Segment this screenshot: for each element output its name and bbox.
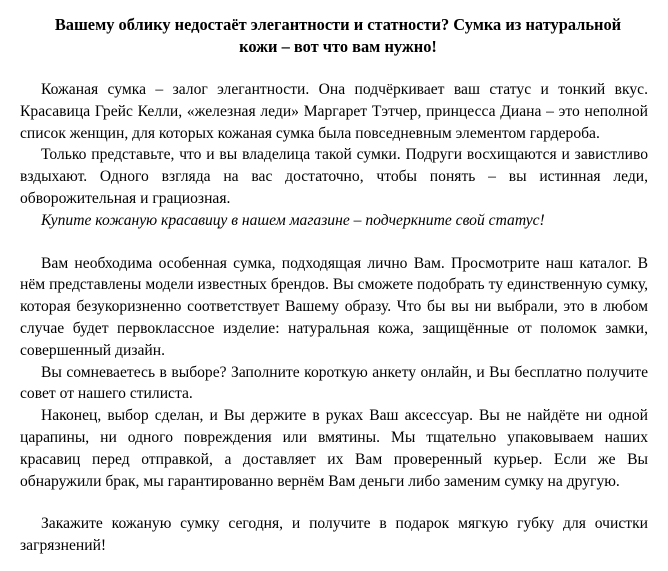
slogan: Купите кожаную красавицу в нашем магазине – подчеркните свой статус! [41,211,545,229]
document-title: Вашему облику недостаёт элегантности и статности? Сумка из натуральной кожи – вот что вам нужно! [54,15,622,56]
paragraph-order: Закажите кожаную сумку сегодня, и получите в подарок мягкую губку для очистки загрязнений! [20,515,648,555]
paragraph-stylist: Вы сомневаетесь в выборе? Заполните короткую анкету онлайн, и Вы бесплатно получите совет от нашего стилиста. [20,363,648,403]
paragraph-delivery: Наконец, выбор сделан, и Вы держите в руках Ваш аксессуар. Вы не найдёте ни одной царапины, ни одного повреждения или вмятины. Мы тщательно упаковываем наших красавиц перед отправкой, а доставляет их Вам проверенный курьер. Если же Вы обнаружили брак, мы гарантированно вернём Вам деньги либо заменим сумку на другую. [20,407,648,490]
paragraph-catalog: Вам необходима особенная сумка, подходящая лично Вам. Просмотрите наш каталог. В нём представлены модели известных брендов. Вы сможете подобрать ту единственную сумку, которая безукоризненно соответствует Вашему образу. Что бы вы ни выбрали, это в любом случае будет первоклассное изделие: натуральная кожа, защищённые от поломок замки, совершенный дизайн. [20,254,648,359]
paragraph-intro: Кожаная сумка – залог элегантности. Она подчёркивает ваш статус и тонкий вкус. Красавица Грейс Келли, «железная леди» Маргарет Тэтчер, принцесса Диана – это неполной список женщин, для которых кожаная сумка была повседневным элементом гардероба. [20,81,648,142]
paragraph-imagine: Только представьте, что и вы владелица такой сумки. Подруги восхищаются и завистливо вздыхают. Одного взгляда на вас достаточно, чтобы понять – вы истинная леди, обворожительная и грациозная. [20,146,648,207]
